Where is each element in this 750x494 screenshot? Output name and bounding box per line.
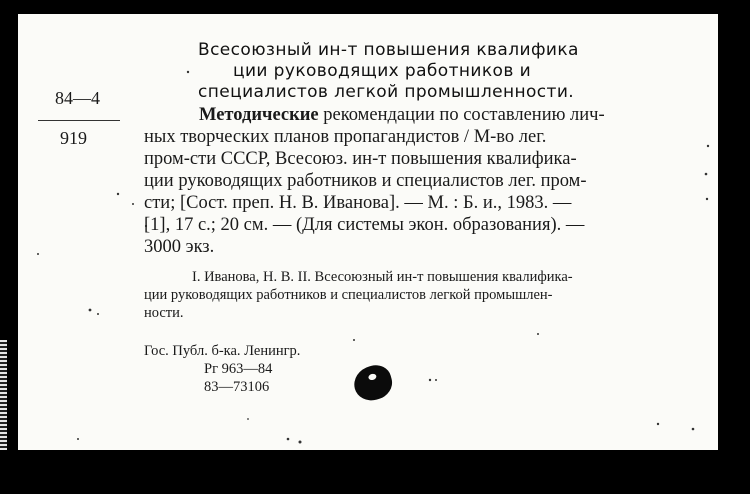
call-number-top: 84—4 <box>55 88 100 108</box>
entry-line-7: 3000 экз. <box>144 237 215 257</box>
library-code-2: 83—73106 <box>204 379 270 395</box>
call-number-bottom: 919 <box>60 128 87 148</box>
call-number-divider <box>38 120 120 121</box>
handwritten-line-2: ции руководящих работников и <box>233 61 532 81</box>
handwritten-line-1: Всесоюзный ин-т повышения квалифика <box>198 40 579 60</box>
tracing-line-3: ности. <box>144 305 184 321</box>
entry-line-3: пром-сти СССР, Всесоюз. ин-т повышения квалифика- <box>144 149 577 169</box>
entry-line-5: сти; [Сост. преп. Н. В. Иванова]. — М. : Б. и., 1983. — <box>144 193 572 213</box>
library-name: Гос. Публ. б-ка. Ленингр. <box>144 343 301 359</box>
library-code-1: Рг 963—84 <box>204 361 273 377</box>
entry-line-1 <box>199 106 605 125</box>
tracing-line-2: ции руководящих работников и специалистов легкой промышлен- <box>144 287 553 303</box>
entry-title-bold: Методические <box>199 105 319 125</box>
entry-line-6: [1], 17 с.; 20 см. — (Для системы экон. образования). — <box>144 215 585 235</box>
entry-line-1-rest: рекомендации по составлению лич- <box>318 105 605 125</box>
tracing-line-1: I. Иванова, Н. В. II. Всесоюзный ин-т повышения квалифика- <box>192 269 573 285</box>
entry-line-4: ции руководящих работников и специалистов лег. пром- <box>144 171 587 191</box>
scan-edge-artifact <box>0 340 7 450</box>
handwritten-line-3: специалистов легкой промышленности. <box>198 82 575 102</box>
catalog-card <box>18 14 718 450</box>
entry-line-2: ных творческих планов пропагандистов / М-во лег. <box>144 127 547 147</box>
